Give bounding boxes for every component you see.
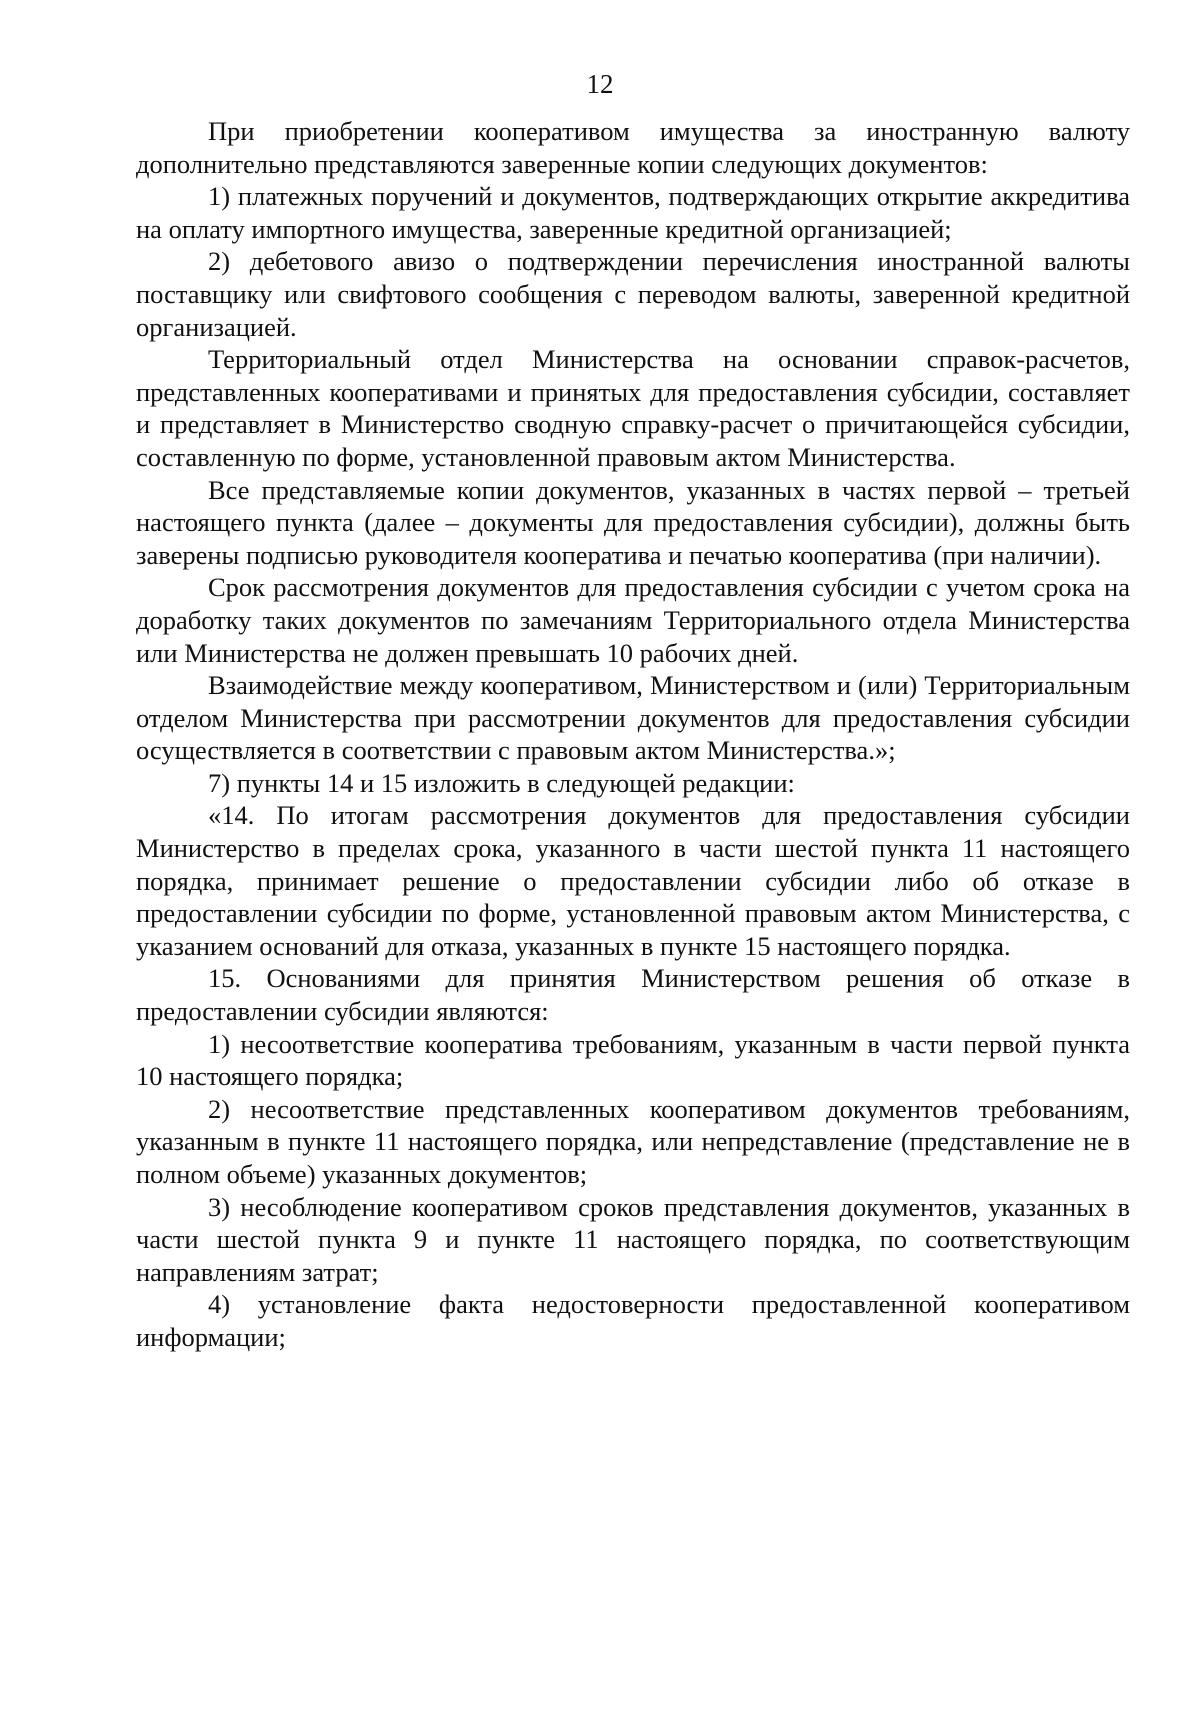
paragraph: 15. Основаниями для принятия Министерством решения об отказе в предоставлении субсидии являются: [136,963,1130,1027]
paragraph: 2) дебетового авизо о подтверждении перечисления иностранной валюты поставщику или свифтового сообщения с переводом валюты, заверенной кредитной организацией. [136,246,1130,342]
page-number: 12 [586,69,614,99]
paragraph: 1) платежных поручений и документов, подтверждающих открытие аккредитива на оплату импортного имущества, заверенные кредитной организацией; [136,181,1130,244]
paragraph: Все представляемые копии документов, указанных в частях первой – третьей настоящего пункта (далее – документы для предоставления субсидии), должны быть заверены подписью руководителя кооператива и печатью кооператива (при наличии). [136,474,1130,570]
paragraph: Взаимодействие между кооперативом, Министерством и (или) Территориальным отделом Министерства при рассмотрении документов для предоставления субсидии осуществляется в соответствии с правовым актом Министерства.»; [136,670,1130,766]
paragraph: Территориальный отдел Министерства на основании справок-расчетов, представленных кооперативами и принятых для предоставления субсидии, составляет и представляет в Министерство сводную справку-расчет о причитающейся субсидии, составленную по форме, установленной правовым актом Министерства. [136,344,1130,472]
paragraph: «14. По итогам рассмотрения документов для предоставления субсидии Министерство в пределах срока, указанного в части шестой пункта 11 настоящего порядка, принимает решение о предоставлении субсидии либо об отказе в предоставлении субсидии по форме, установленной правовым актом Министерства, с указанием оснований для отказа, указанных в пункте 15 настоящего порядка. [136,800,1130,961]
paragraph: 7) пункты 14 и 15 изложить в следующей редакции: [208,767,795,798]
document-body [136,115,1130,1354]
paragraph: Срок рассмотрения документов для предоставления субсидии с учетом срока на доработку таких документов по замечаниям Территориального отдела Министерства или Министерства не должен превышать 10 рабочих дней. [136,572,1130,668]
paragraph: 4) установление факта недостоверности предоставленной кооперативом информации; [136,1289,1130,1352]
paragraph: 1) несоответствие кооператива требованиям, указанным в части первой пункта 10 настоящего порядка; [136,1028,1130,1092]
paragraph: 2) несоответствие представленных кооперативом документов требованиям, указанным в пункте 11 настоящего порядка, или непредставление (представление не в полном объеме) указанных документов; [136,1093,1130,1189]
paragraph: При приобретении кооперативом имущества за иностранную валюту дополнительно представляются заверенные копии следующих документов: [136,116,1130,179]
paragraph: 3) несоблюдение кооперативом сроков представления документов, указанных в части шестой пункта 9 и пункте 11 настоящего порядка, по соответствующим направлениям затрат; [136,1191,1130,1287]
